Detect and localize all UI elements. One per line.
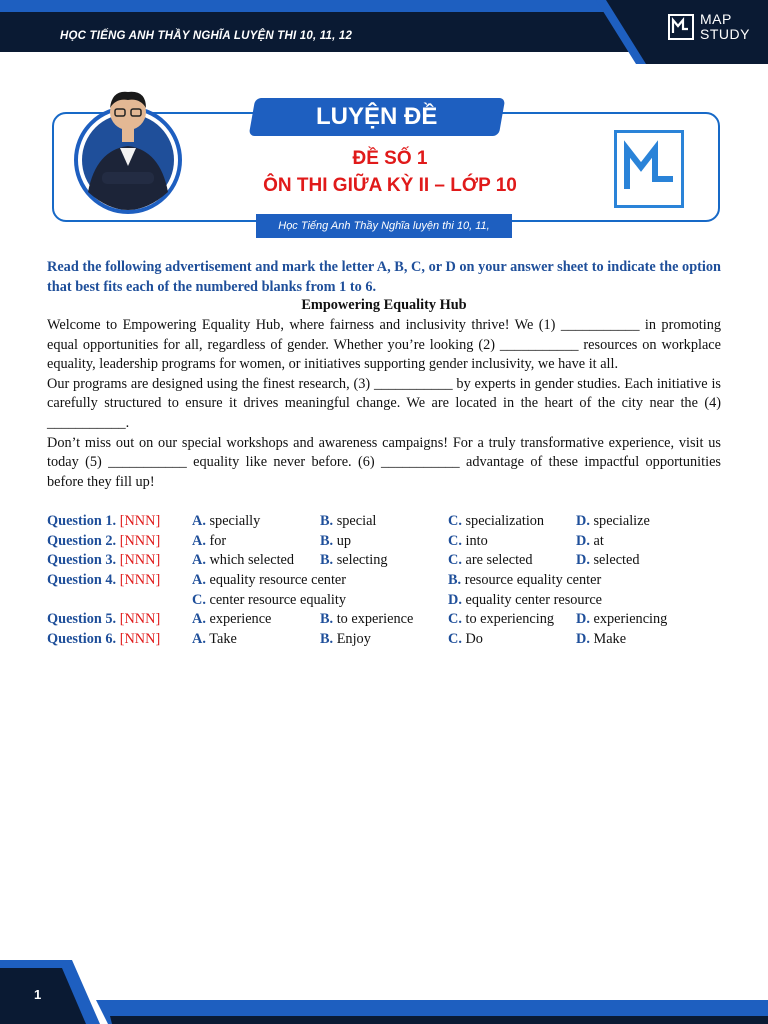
option-a[interactable]: [192, 610, 271, 630]
instruction: Read the following advertisement and mark the letter A, B, C, or D on your answer sheet to indicate the option that best fits each of the numbered blanks from 1 to 6.: [47, 259, 721, 295]
option-letter: B.: [320, 552, 334, 569]
option-d[interactable]: [576, 610, 667, 630]
option-text: specially: [209, 513, 261, 529]
page-number: 1: [34, 987, 42, 1002]
luyen-de-label: LUYỆN ĐỀ: [316, 103, 438, 130]
option-b[interactable]: [320, 610, 413, 630]
question-label: [47, 532, 160, 552]
option-text: experience: [209, 611, 272, 628]
option-text: Do: [465, 631, 483, 648]
option-a[interactable]: [192, 512, 260, 532]
question-row: [47, 630, 737, 650]
question-row: [47, 591, 737, 611]
option-text: center resource equality: [209, 591, 347, 608]
option-b[interactable]: [320, 532, 351, 552]
m-logo-icon: [614, 130, 684, 208]
option-c[interactable]: [448, 512, 544, 532]
question-number: Question 2.: [47, 532, 117, 549]
option-letter: B.: [320, 611, 334, 628]
option-letter: A.: [192, 572, 206, 589]
option-b[interactable]: [320, 551, 388, 571]
question-tag: [NNN]: [119, 552, 161, 569]
question-label: [47, 512, 160, 532]
option-letter: D.: [576, 513, 590, 529]
option-letter: A.: [192, 631, 206, 648]
question-tag: [NNN]: [119, 513, 161, 529]
question-tag: [NNN]: [119, 611, 161, 628]
option-c[interactable]: [448, 630, 483, 650]
option-d[interactable]: [448, 591, 602, 611]
question-number: Question 3.: [47, 552, 117, 569]
option-a[interactable]: [192, 532, 226, 552]
option-letter: B.: [320, 513, 334, 529]
exam-title: ÔN THI GIỮA KỲ II – LỚP 10: [263, 175, 517, 196]
option-text: selecting: [336, 552, 388, 569]
option-text: are selected: [465, 552, 533, 569]
option-a[interactable]: [192, 551, 294, 571]
option-letter: A.: [192, 513, 206, 529]
option-d[interactable]: [576, 551, 640, 571]
option-letter: C.: [448, 611, 462, 628]
option-b[interactable]: [448, 571, 601, 591]
option-c[interactable]: [192, 591, 346, 611]
option-letter: A.: [192, 532, 206, 549]
exam-number: ĐỀ SỐ 1: [352, 148, 428, 169]
option-text: to experiencing: [465, 611, 555, 628]
option-text: to experience: [336, 611, 414, 628]
option-c[interactable]: [448, 610, 554, 630]
sub-tag: Học Tiếng Anh Thầy Nghĩa luyện thi 10, 11,: [256, 214, 512, 238]
option-letter: D.: [576, 611, 590, 628]
passage-paragraph: Welcome to Empowering Equality Hub, where fairness and inclusivity thrive! We (1) ___________ in promoting equal opportunities for all, regardless of gender. Whether you’re looking (2) ___________ resources on workplace equality, leadership programs for women, or initiatives supporting gender inclusivity, we have it all.: [47, 317, 721, 373]
question-row: [47, 610, 737, 630]
question-label: [47, 610, 160, 630]
option-letter: D.: [576, 631, 590, 648]
option-letter: B.: [448, 572, 462, 589]
option-text: specialize: [593, 513, 650, 529]
luyen-de-tag: [249, 98, 506, 136]
option-letter: B.: [320, 631, 334, 648]
logo-text-study: STUDY: [700, 26, 750, 42]
question-tag: [NNN]: [119, 572, 161, 589]
option-b[interactable]: [320, 630, 371, 650]
passage-title: Empowering Equality Hub: [301, 297, 467, 313]
question-row: [47, 551, 737, 571]
option-c[interactable]: [448, 532, 488, 552]
option-letter: D.: [576, 552, 590, 569]
logo-text: [700, 12, 750, 42]
option-a[interactable]: [192, 571, 346, 591]
option-letter: C.: [448, 532, 462, 549]
passage-paragraph: Don’t miss out on our special workshops and awareness campaigns! For a truly transformative experience, visit us today (5) ___________ equality like never before. (6) ___________ advantage of these impactful opportunities before they fill up!: [47, 434, 721, 490]
option-letter: C.: [448, 513, 462, 529]
option-text: equality resource center: [209, 572, 347, 589]
question-row: [47, 571, 737, 591]
question-number: Question 6.: [47, 631, 117, 648]
question-label: [47, 630, 160, 650]
question-number: Question 1.: [47, 513, 117, 529]
teacher-photo: [66, 80, 186, 215]
option-d[interactable]: [576, 512, 650, 532]
option-text: for: [209, 532, 227, 549]
mapstudy-logo: [668, 12, 762, 46]
question-label: [47, 571, 160, 591]
mapstudy-mark-icon: [668, 14, 694, 40]
option-d[interactable]: [576, 630, 626, 650]
question-number: Question 4.: [47, 572, 117, 589]
option-letter: D.: [576, 532, 590, 549]
option-text: which selected: [209, 552, 295, 569]
option-letter: C.: [448, 552, 462, 569]
option-text: at: [593, 532, 604, 549]
option-text: experiencing: [593, 611, 668, 628]
option-letter: C.: [192, 591, 206, 608]
question-list: [47, 512, 737, 650]
option-text: Enjoy: [336, 631, 371, 648]
question-label: [47, 551, 160, 571]
passage: [47, 316, 721, 492]
question-row: [47, 512, 737, 532]
option-letter: D.: [448, 591, 462, 608]
option-letter: C.: [448, 631, 462, 648]
option-c[interactable]: [448, 551, 533, 571]
option-a[interactable]: [192, 630, 237, 650]
bottom-banner: [0, 960, 768, 1024]
option-text: equality center resource: [465, 591, 603, 608]
option-text: selected: [593, 552, 640, 569]
question-row: [47, 532, 737, 552]
top-banner-title: HỌC TIẾNG ANH THẦY NGHĨA LUYỆN THI 10, 11, 12: [60, 30, 353, 42]
logo-text-map: MAP: [700, 11, 732, 27]
option-text: into: [465, 532, 488, 549]
option-letter: B.: [320, 532, 334, 549]
option-text: special: [336, 513, 377, 529]
option-d[interactable]: [576, 532, 604, 552]
option-b[interactable]: [320, 512, 376, 532]
question-tag: [NNN]: [119, 532, 161, 549]
option-text: Make: [593, 631, 627, 648]
option-text: resource equality center: [464, 572, 602, 589]
option-text: up: [336, 532, 351, 549]
option-text: Take: [209, 631, 237, 648]
question-tag: [NNN]: [119, 631, 161, 648]
option-letter: A.: [192, 611, 206, 628]
question-number: Question 5.: [47, 611, 117, 628]
option-text: specialization: [465, 513, 545, 529]
passage-paragraph: Our programs are designed using the finest research, (3) ___________ by experts in gender studies. Each initiative is carefully structured to ensure it drives meaningful change. We are located in the heart of the city near the (4) ___________.: [47, 375, 721, 431]
option-letter: A.: [192, 552, 206, 569]
